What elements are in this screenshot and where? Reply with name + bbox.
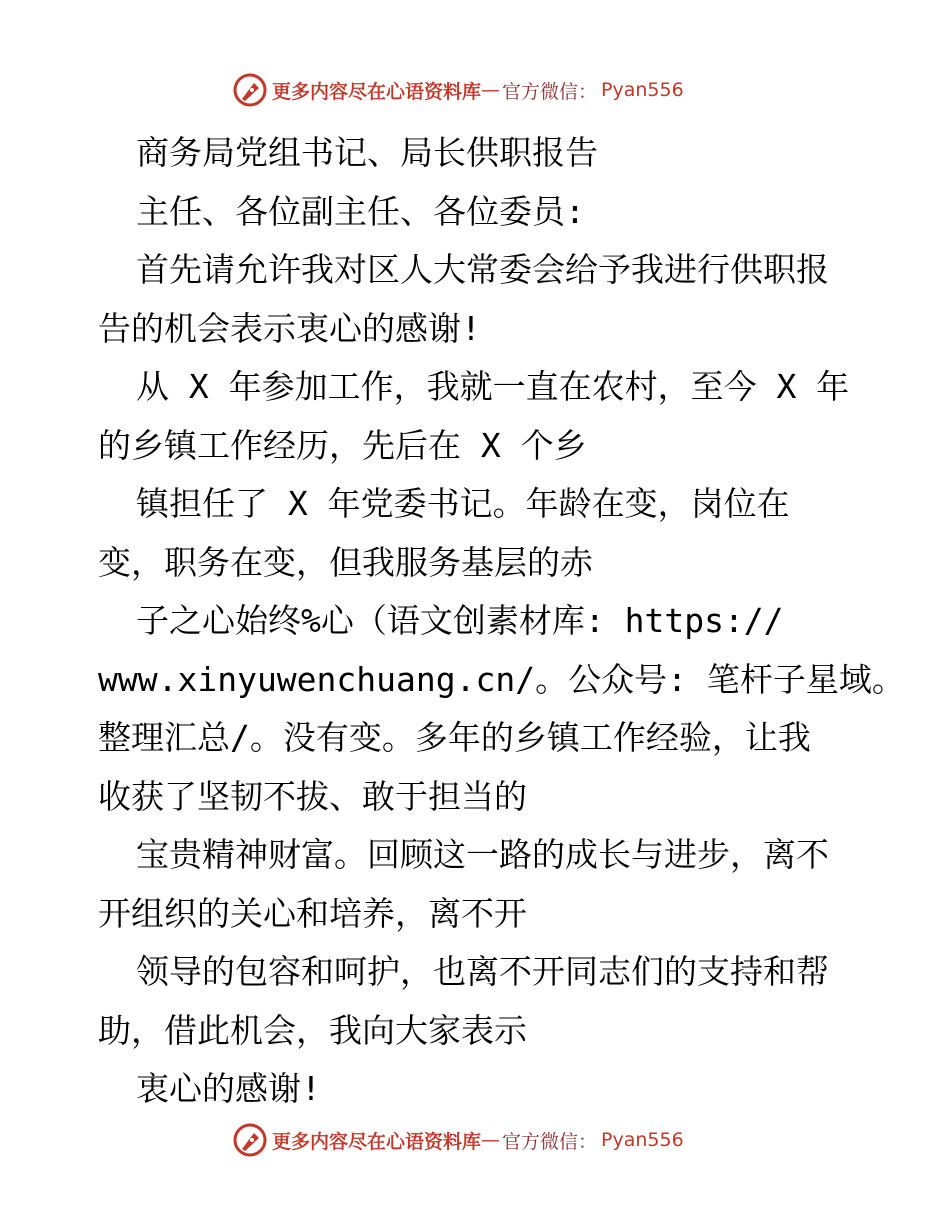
pen-nib-logo-icon <box>232 72 268 108</box>
text-line: 镇担任了 X 年党委书记。年龄在变，岗位在 <box>136 484 790 523</box>
pen-nib-logo-icon <box>232 1122 268 1158</box>
banner-wechat-label: 官方微信： <box>502 1130 598 1153</box>
text-line: 告的机会表示衷心的感谢! <box>98 308 481 348</box>
text-line: 收获了坚韧不拔、敢于担当的 <box>98 776 527 816</box>
text-line: 领导的包容和呵护，也离不开同志们的支持和帮 <box>136 952 829 991</box>
salutation: 主任、各位副主任、各位委员: <box>136 191 585 231</box>
text-line: 的乡镇工作经历，先后在 X 个乡 <box>98 425 587 465</box>
text-line: 从 X 年参加工作，我就一直在农村，至今 X 年 <box>136 367 850 406</box>
text-line: 宝贵精神财富。回顾这一路的成长与进步，离不 <box>136 835 829 874</box>
text-line: 首先请允许我对区人大常委会给予我进行供职报 <box>136 250 829 289</box>
text-line: 衷心的感谢! <box>136 1069 321 1108</box>
banner-wechat-id: Pyan556 <box>601 79 684 101</box>
banner-dash: — <box>481 79 501 101</box>
footer-banner <box>232 1120 684 1160</box>
text-line: 子之心始终%心（语文创素材库: https:// <box>136 601 784 640</box>
text-line: 整理汇总/。没有变。多年的乡镇工作经验，让我 <box>98 718 811 757</box>
banner-dash: — <box>481 1129 501 1151</box>
text-line: 开组织的关心和培养，离不开 <box>98 893 527 933</box>
text-line: www.xinyuwenchuang.cn/。公众号: 笔杆子星域。 <box>98 659 905 699</box>
banner-wechat-label: 官方微信： <box>502 80 598 103</box>
text-line: 助，借此机会，我向大家表示 <box>98 1010 527 1050</box>
header-banner <box>232 70 684 110</box>
banner-text: 更多内容尽在心语资料库 <box>272 80 482 103</box>
document-title: 商务局党组书记、局长供职报告 <box>136 133 598 172</box>
document-body <box>98 124 905 1119</box>
banner-wechat-id: Pyan556 <box>601 1129 684 1151</box>
banner-text: 更多内容尽在心语资料库 <box>272 1130 482 1153</box>
text-line: 变，职务在变，但我服务基层的赤 <box>98 542 593 582</box>
